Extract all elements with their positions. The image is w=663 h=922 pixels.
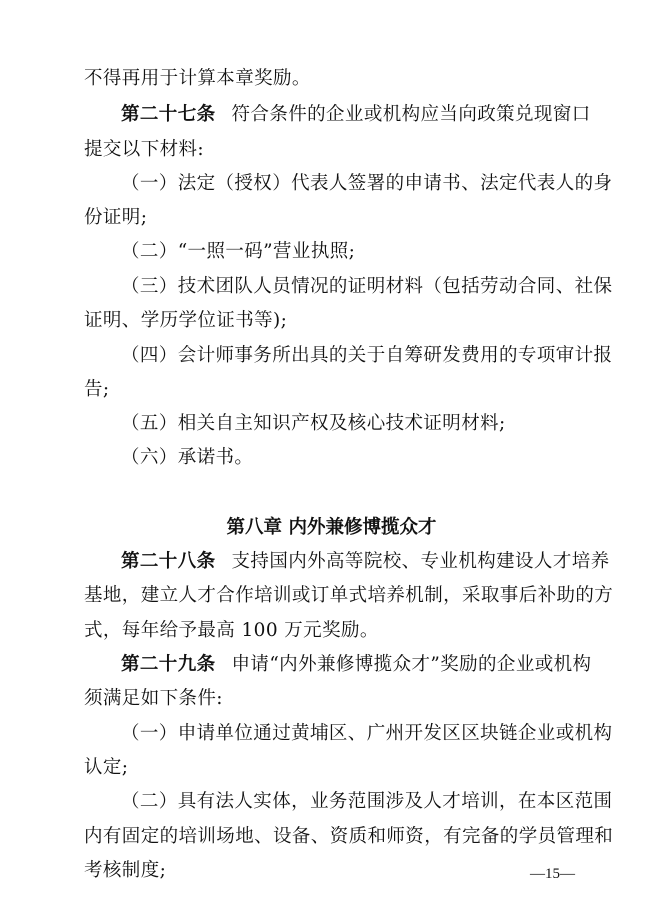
- text-line: 基地，建立人才合作培训或订单式培养机制，采取事后补助的方: [84, 585, 614, 606]
- text-line: 考核制度;: [84, 860, 167, 881]
- text-line: 须满足如下条件:: [84, 688, 223, 709]
- list-item: （二）“一照一码”营业执照;: [121, 241, 356, 262]
- list-item: （三）技术团队人员情况的证明材料（包括劳动合同、社保: [121, 276, 613, 297]
- text-line: 认定;: [84, 757, 129, 778]
- text-line: 告;: [84, 379, 110, 400]
- text-line: 提交以下材料:: [84, 139, 205, 160]
- text-line: 份证明;: [84, 207, 148, 228]
- article-27-label: 第二十七条: [121, 104, 216, 125]
- text-line: 式，每年给予最高 100 万元奖励。: [84, 620, 379, 641]
- list-item: （六）承诺书。: [121, 447, 254, 468]
- list-item: （四）会计师事务所出具的关于自筹研发费用的专项审计报: [121, 345, 613, 366]
- page-number: —15—: [530, 866, 575, 882]
- list-item: （五）相关自主知识产权及核心技术证明材料;: [121, 413, 506, 434]
- text-line: 不得再用于计算本章奖励。: [84, 68, 311, 89]
- text-line: 符合条件的企业或机构应当向政策兑现窗口: [231, 104, 591, 125]
- chapter-heading: 第八章 内外兼修博揽众才: [226, 517, 437, 538]
- article-29-label: 第二十九条: [121, 654, 216, 675]
- text-line: 内有固定的培训场地、设备、资质和师资，有完备的学员管理和: [84, 826, 614, 847]
- text-line: 申请“内外兼修博揽众才”奖励的企业或机构: [231, 654, 592, 675]
- text-line: 支持国内外高等院校、专业机构建设人才培养: [231, 551, 610, 572]
- article-28-label: 第二十八条: [121, 551, 216, 572]
- article-27-first-line: [121, 103, 591, 127]
- list-item: （二）具有法人实体，业务范围涉及人才培训，在本区范围: [121, 791, 613, 812]
- article-28-first-line: [121, 550, 610, 574]
- article-29-first-line: [121, 653, 591, 677]
- list-item: （一）申请单位通过黄埔区、广州开发区区块链企业或机构: [121, 723, 613, 744]
- list-item: （一）法定（授权）代表人签署的申请书、法定代表人的身: [121, 173, 613, 194]
- text-line: 证明、学历学位证书等);: [84, 310, 288, 331]
